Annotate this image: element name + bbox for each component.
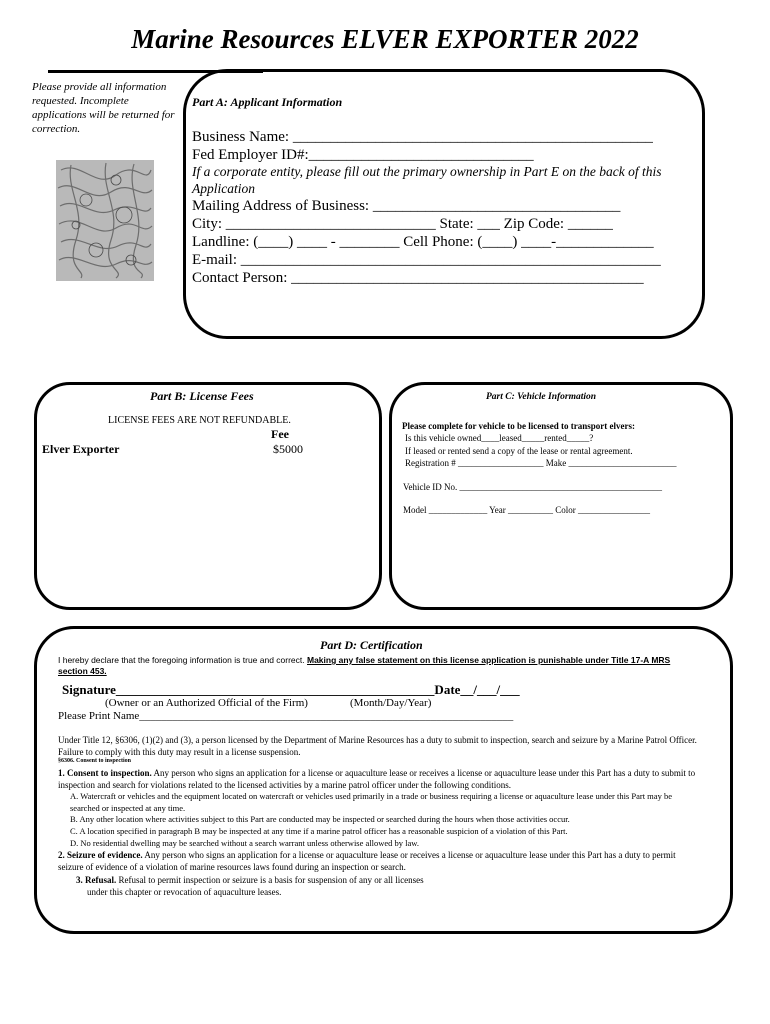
phone-field[interactable]: Landline: (____) ____ - ________ Cell Phone: (____) ____-_____________ (192, 234, 654, 250)
consent-clause-d: D. No residential dwelling may be searched without a search warrant unless otherwise allowed by law. (70, 838, 420, 848)
fees-not-refundable: LICENSE FEES ARE NOT REFUNDABLE. (108, 415, 291, 426)
consent-clause-c: C. A location specified in paragraph B may be inspected at any time if a marine patrol officer has a reasonable suspicion of a violation of this Part. (70, 826, 568, 836)
section-6306-heading: §6306. Consent to inspection (58, 758, 132, 764)
license-fee: $5000 (273, 442, 303, 456)
vehicle-ownership-field[interactable]: Is this vehicle owned____leased_____rented_____? (405, 433, 594, 443)
consent-clause-1-text: Any person who signs an application for a license or aquaculture lease or receives a license or aquaculture lease under this Part has a duty to submit to inspection and search for violations related to the licensed activities by a marine patrol officer under the following conditions. (58, 768, 696, 790)
refusal-clause-3 (76, 875, 696, 887)
corporate-note: If a corporate entity, please fill out the primary ownership in Part E on the back of this Application (192, 164, 662, 196)
business-name-field[interactable]: Business Name: ________________________________________________ (192, 129, 653, 145)
signature-date-field[interactable]: Signature_________________________________________________Date__/___/___ (62, 682, 520, 697)
declaration-text: I hereby declare that the foregoing information is true and correct. (58, 655, 307, 665)
part-d-header: Part D: Certification (320, 638, 423, 652)
seizure-clause-2-label: 2. Seizure of evidence. (58, 850, 143, 860)
false-statement-warning: Making any false statement on this license application is punishable under Title 17-A MRS section 453. (58, 655, 671, 676)
email-field[interactable]: E-mail: ________________________________________________________ (192, 252, 661, 268)
fed-employer-id-field[interactable]: Fed Employer ID#:______________________________ (192, 147, 534, 163)
lease-note: If leased or rented send a copy of the lease or rental agreement. (405, 446, 633, 456)
page-title: Marine Resources ELVER EXPORTER 2022 (131, 24, 639, 54)
part-b-header: Part B: License Fees (150, 389, 254, 403)
part-c-box (389, 382, 733, 610)
consent-clause-1-label: 1. Consent to inspection. (58, 768, 152, 778)
refusal-clause-3-cont: under this chapter or revocation of aquaculture leases. (87, 887, 282, 897)
contact-person-field[interactable]: Contact Person: _______________________________________________ (192, 270, 644, 286)
fee-column-header: Fee (271, 427, 289, 441)
seizure-clause-2 (58, 850, 698, 873)
vehicle-id-field[interactable]: Vehicle ID No. _____________________________________________ (403, 482, 662, 492)
seizure-clause-2-text: Any person who signs an application for a license or aquaculture lease or receives a license or aquaculture lease under this Part has a duty to permit seizure of evidence of a violation of marine resources laws found during an inspection or search. (58, 850, 676, 872)
title-12-statement: Under Title 12, §6306, (1)(2) and (3), a person licensed by the Department of Marine Resources has a duty to submit to inspection, search and seizure by a Marine Patrol Officer. Failure to comply with this duty may result in a license suspension. (58, 735, 697, 757)
consent-clause-b: B. Any other location where activities subject to this Part are conducted may be inspected or searched during the hours when those activities occur. (70, 814, 570, 824)
vehicle-intro: Please complete for vehicle to be licensed to transport elvers: (402, 421, 636, 431)
license-type: Elver Exporter (42, 442, 120, 456)
consent-clause-1 (58, 768, 698, 791)
print-name-field[interactable]: Please Print Name____________________________________________________________________ (58, 710, 514, 722)
city-state-zip-field[interactable]: City: ____________________________ State: ___ Zip Code: ______ (192, 216, 613, 232)
model-year-color-field[interactable]: Model _____________ Year __________ Color ________________ (403, 505, 650, 515)
mailing-address-field[interactable]: Mailing Address of Business: _________________________________ (192, 198, 621, 214)
date-format-caption: (Month/Day/Year) (350, 697, 432, 709)
registration-make-field[interactable]: Registration # ___________________ Make ________________________ (405, 458, 677, 468)
part-a-header: Part A: Applicant Information (192, 95, 343, 109)
incomplete-notice: Please provide all information requested. Incomplete applications will be returned for correction. (32, 81, 175, 135)
part-c-header: Part C: Vehicle Information (486, 392, 597, 402)
elver-photo (56, 160, 154, 281)
refusal-clause-3-label: 3. Refusal. (76, 875, 117, 885)
consent-clause-a: A. Watercraft or vehicles and the equipment located on watercraft or vehicles used primarily in a trade or business requiring a license or aquaculture lease under this Part may be searched or inspected at any time. (70, 791, 672, 813)
owner-caption: (Owner or an Authorized Official of the Firm) (105, 697, 308, 709)
declaration (58, 655, 698, 677)
refusal-clause-3-text: Refusal to permit inspection or seizure is a basis for suspension of any or all licenses (116, 875, 424, 885)
